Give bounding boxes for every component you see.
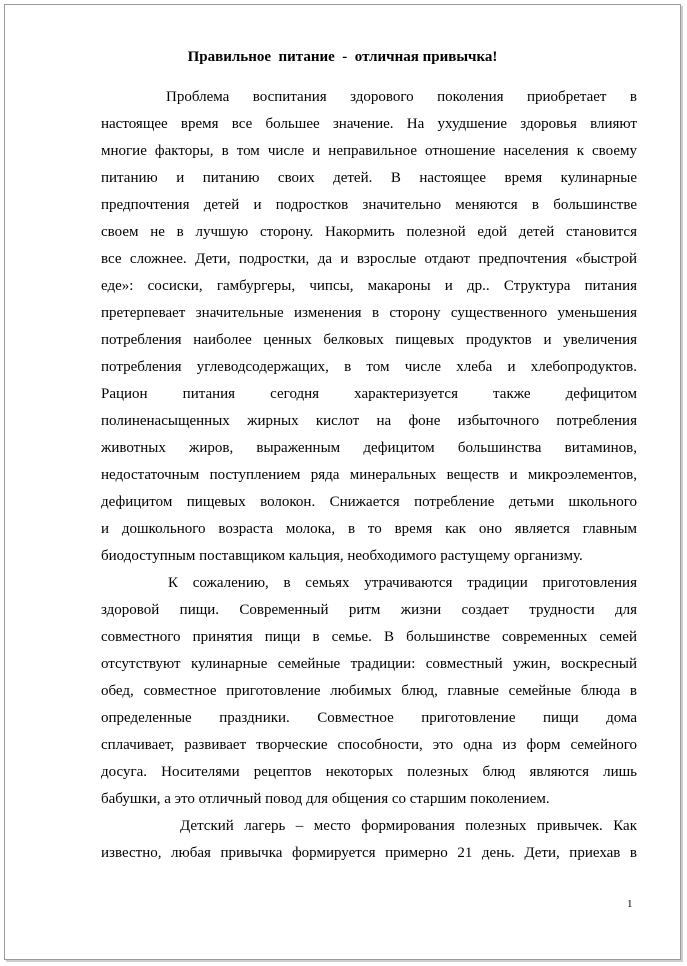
text-line: сплачивает, развивает творческие способности, это одна из форм семейного	[101, 737, 637, 753]
text-line: потребления наиболее ценных белковых пищевых продуктов и увеличения	[101, 332, 637, 348]
text-line: биодоступным поставщиком кальция, необходимого растущему организму.	[101, 548, 583, 564]
text-line: еде»: сосиски, гамбургеры, чипсы, макароны и др.. Структура питания	[101, 278, 637, 294]
text-line: и дошкольного возраста молока, в то время как оно является главным	[101, 521, 637, 537]
text-line: совместного принятия пищи в семье. В большинстве современных семей	[101, 629, 637, 645]
document-title: Правильное питание - отличная привычка!	[187, 49, 498, 65]
text-line: здоровой пищи. Современный ритм жизни создает трудности для	[101, 602, 637, 618]
text-line: Рацион питания сегодня характеризуется также дефицитом	[101, 386, 637, 402]
text-line: досуга. Носителями рецептов некоторых полезных блюд являются лишь	[101, 764, 637, 780]
paragraph-1	[101, 84, 637, 570]
text-line: дефицитом пищевых волокон. Снижается потребление детьми школьного	[101, 494, 637, 510]
text-line: отсутствуют кулинарные семейные традиции: совместный ужин, воскресный	[101, 656, 637, 672]
text-line: предпочтения детей и подростков значительно меняются в большинстве	[101, 197, 637, 213]
text-line: бабушки, а это отличный повод для общения со старшим поколением.	[101, 791, 550, 807]
text-line: многие факторы, в том числе и неправильное отношение населения к своему	[101, 143, 637, 159]
text-line: Детский лагерь – место формирования полезных привычек. Как	[180, 818, 637, 834]
text-line: известно, любая привычка формируется примерно 21 день. Дети, приехав в	[101, 845, 637, 861]
text-line: претерпевает значительные изменения в сторону существенного уменьшения	[101, 305, 637, 321]
page-number: 1	[627, 898, 633, 910]
text-line: потребления углеводсодержащих, в том числе хлеба и хлебопродуктов.	[101, 359, 637, 375]
document-page	[4, 4, 681, 960]
paragraph-3	[101, 813, 637, 867]
text-line: все сложнее. Дети, подростки, да и взрослые отдают предпочтения «быстрой	[101, 251, 637, 267]
text-line: своем не в лучшую сторону. Накормить полезной едой детей становится	[101, 224, 637, 240]
text-line: К сожалению, в семьях утрачиваются традиции приготовления	[168, 575, 637, 591]
text-line: Проблема воспитания здорового поколения приобретает в	[166, 89, 637, 105]
paragraph-2	[101, 570, 637, 813]
text-line: недостаточным поступлением ряда минеральных веществ и микроэлементов,	[101, 467, 637, 483]
text-line: полиненасыщенных жирных кислот на фоне избыточного потребления	[101, 413, 637, 429]
text-line: животных жиров, выраженным дефицитом большинства витаминов,	[101, 440, 637, 456]
text-line: питанию и питанию своих детей. В настоящее время кулинарные	[101, 170, 637, 186]
document-body	[101, 84, 637, 867]
text-line: настоящее время все большее значение. На ухудшение здоровья влияют	[101, 116, 637, 132]
text-line: определенные праздники. Совместное приготовление пищи дома	[101, 710, 637, 726]
text-line: обед, совместное приготовление любимых блюд, главные семейные блюда в	[101, 683, 637, 699]
